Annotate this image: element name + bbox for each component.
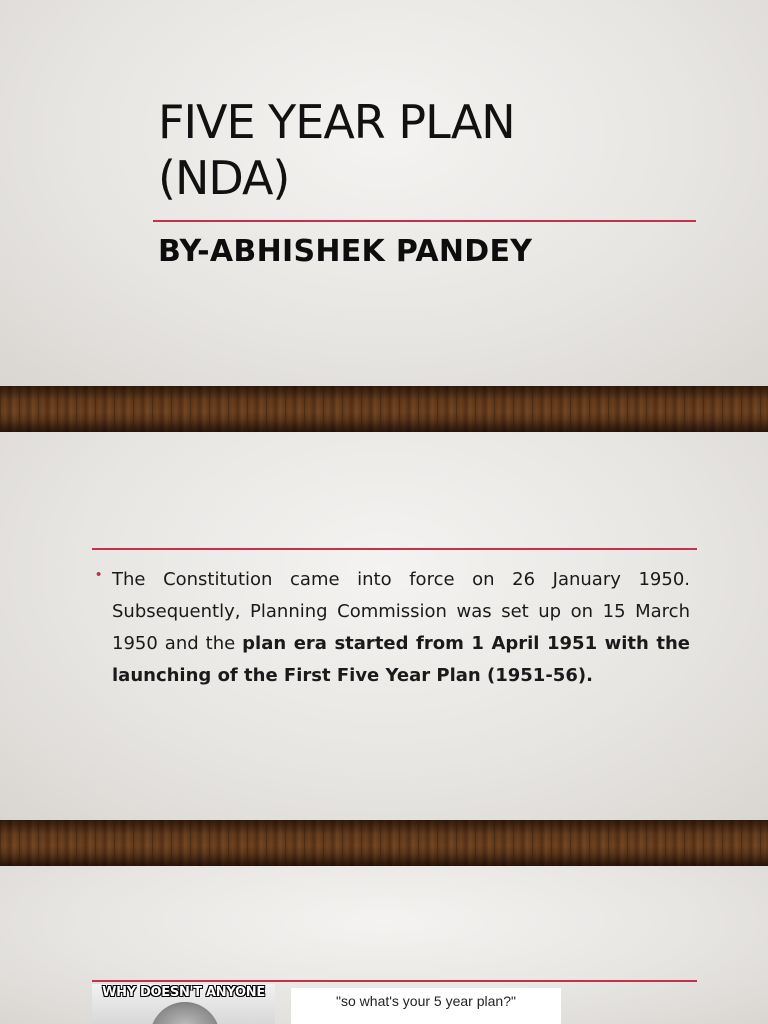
bullet-item [96,564,690,692]
slide-subtitle: BY-ABHISHEK PANDEY [158,234,533,269]
quote-text: "so what's your 5 year plan?" [336,993,516,1009]
bullet-text [112,564,690,692]
bullet-text-bold: plan era started from 1 April 1951 with the launching of the First Five Year Plan (1951-56). [112,633,690,686]
bullet-icon: • [96,566,102,583]
wood-floor-divider [0,820,768,866]
title-slide [0,0,768,386]
content-slide [0,432,768,820]
title-line-2: (NDA) [158,151,290,205]
portrait-image [150,1002,220,1024]
meme-image [92,984,275,1024]
meme-caption: WHY DOESN'T ANYONE [102,985,265,1000]
content-divider [92,548,697,550]
wood-floor-divider [0,386,768,432]
title-line-1: FIVE YEAR PLAN [158,95,515,149]
meme-divider [92,980,697,982]
quote-image [291,988,561,1024]
bullet-text-normal: The Constitution came into force on 26 January 1950. Subsequently, Planning Commission was set up on 15 March 1950 and the [112,569,690,654]
slide-title [158,94,718,206]
title-divider [153,220,696,222]
meme-slide [0,866,768,1024]
